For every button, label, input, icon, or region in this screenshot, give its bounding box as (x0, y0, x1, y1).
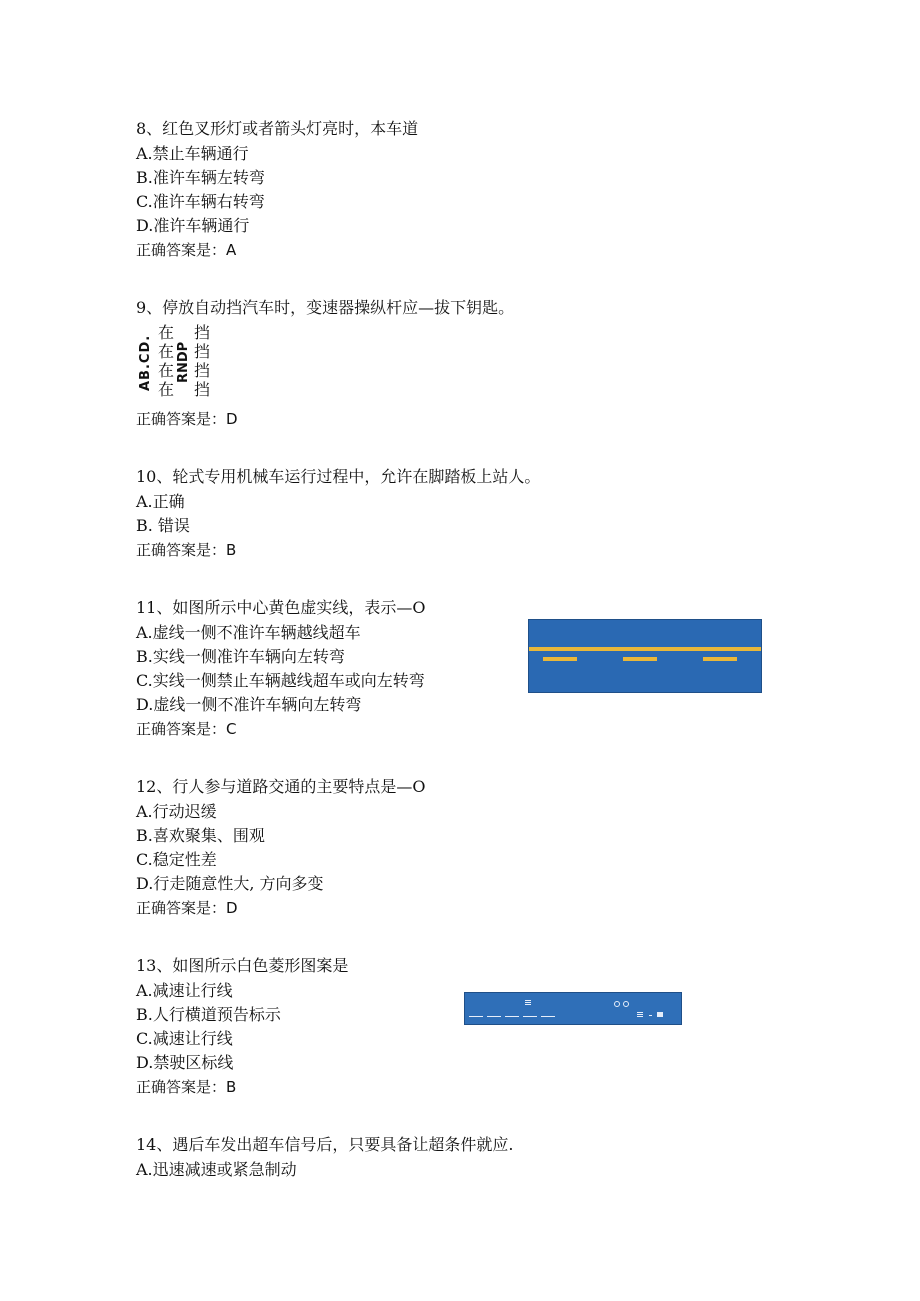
option-text: 挡 (194, 380, 211, 399)
road-marking-drawing (465, 993, 681, 1024)
option-b: B.人行横道预告标示 (136, 1005, 281, 1024)
option-text: 在 (158, 323, 175, 342)
road-marking-lines (469, 1000, 663, 1017)
option-row (158, 342, 218, 361)
marking-block (657, 1012, 663, 1017)
option-d: D.准许车辆通行 (136, 216, 250, 235)
option-b: B.实线一侧准许车辆向左转弯 (136, 647, 345, 666)
option-d: D.禁驶区标线 (136, 1053, 234, 1072)
marking-segment (637, 1014, 643, 1015)
question-stem: 11、如图所示中心黄色虚实线，表示—O (136, 598, 426, 617)
option-text: 在 (158, 380, 175, 399)
diamond-marking (615, 1002, 620, 1007)
option-text: 挡 (194, 361, 211, 380)
option-text: 在 (158, 361, 175, 380)
question-stem: 14、遇后车发出超车信号后，只要具备让超条件就应. (136, 1135, 514, 1154)
option-row (158, 361, 218, 380)
option-a: A.迅速减速或紧急制动 (136, 1160, 297, 1179)
question-stem: 10、轮式专用机械车运行过程中，允许在脚踏板上站人。 (136, 467, 541, 486)
correct-answer: 正确答案是：C (136, 720, 237, 738)
option-text: 挡 (194, 342, 211, 361)
diamond-marking (624, 1002, 629, 1007)
option-text: 在 (158, 342, 175, 361)
marking-segment (637, 1012, 643, 1013)
option-c: C.稳定性差 (136, 850, 217, 869)
marking-segment (649, 1015, 652, 1016)
question-9 (136, 295, 896, 431)
question-stem: 13、如图所示白色菱形图案是 (136, 956, 349, 975)
option-row (158, 323, 218, 342)
option-letters: AB.CD. (138, 334, 153, 392)
road-yellow-line-image (528, 619, 762, 693)
marking-segment (637, 1016, 643, 1017)
option-a: A.减速让行线 (136, 981, 233, 1000)
marking-segment (525, 1002, 531, 1003)
marking-segment (505, 1016, 519, 1017)
question-12 (136, 774, 896, 920)
correct-answer: 正确答案是：B (136, 541, 237, 559)
dashed-yellow-segment (703, 657, 737, 661)
dashed-yellow-segment (623, 657, 657, 661)
question-stem: 8、红色叉形灯或者箭头灯亮时，本车道 (136, 119, 419, 138)
question-stem: 9、停放自动挡汽车时，变速器操纵杆应—拔下钥匙。 (136, 298, 515, 317)
road-diamond-marking-image (464, 992, 682, 1025)
question-list (136, 116, 896, 1215)
option-d: D.虚线一侧不准许车辆向左转弯 (136, 695, 362, 714)
dashed-yellow-segment (543, 657, 577, 661)
correct-answer: 正确答案是：A (136, 241, 237, 259)
marking-segment (487, 1016, 501, 1017)
option-b: B. 错误 (136, 516, 190, 535)
marking-segment (525, 1004, 531, 1005)
garbled-options (136, 323, 896, 403)
marking-segment (525, 1000, 531, 1001)
question-13 (136, 953, 896, 1099)
marking-segment (541, 1016, 555, 1017)
option-a: A.虚线一侧不准许车辆越线超车 (136, 623, 361, 642)
option-a: A.行动迟缓 (136, 802, 217, 821)
option-c: C.准许车辆右转弯 (136, 192, 265, 211)
option-text: 挡 (194, 323, 211, 342)
gear-letters: RNDP (176, 341, 191, 383)
correct-answer: 正确答案是：B (136, 1078, 237, 1096)
marking-segment (469, 1016, 483, 1017)
question-10 (136, 464, 896, 562)
correct-answer: 正确答案是：D (136, 410, 238, 428)
question-14 (136, 1132, 896, 1182)
option-d: D.行走随意性大, 方向多变 (136, 874, 324, 893)
option-row (158, 380, 218, 399)
option-a: A.禁止车辆通行 (136, 144, 249, 163)
marking-segment (523, 1016, 537, 1017)
question-stem: 12、行人参与道路交通的主要特点是—O (136, 777, 426, 796)
option-a: A.正确 (136, 492, 185, 511)
option-b: B.准许车辆左转弯 (136, 168, 265, 187)
option-c: C.实线一侧禁止车辆越线超车或向左转弯 (136, 671, 425, 690)
road-marking-drawing (529, 620, 761, 692)
solid-yellow-line (529, 647, 761, 651)
option-b: B.喜欢聚集、围观 (136, 826, 265, 845)
option-c: C.减速让行线 (136, 1029, 233, 1048)
question-11 (136, 595, 896, 741)
question-8 (136, 116, 896, 262)
correct-answer: 正确答案是：D (136, 899, 238, 917)
